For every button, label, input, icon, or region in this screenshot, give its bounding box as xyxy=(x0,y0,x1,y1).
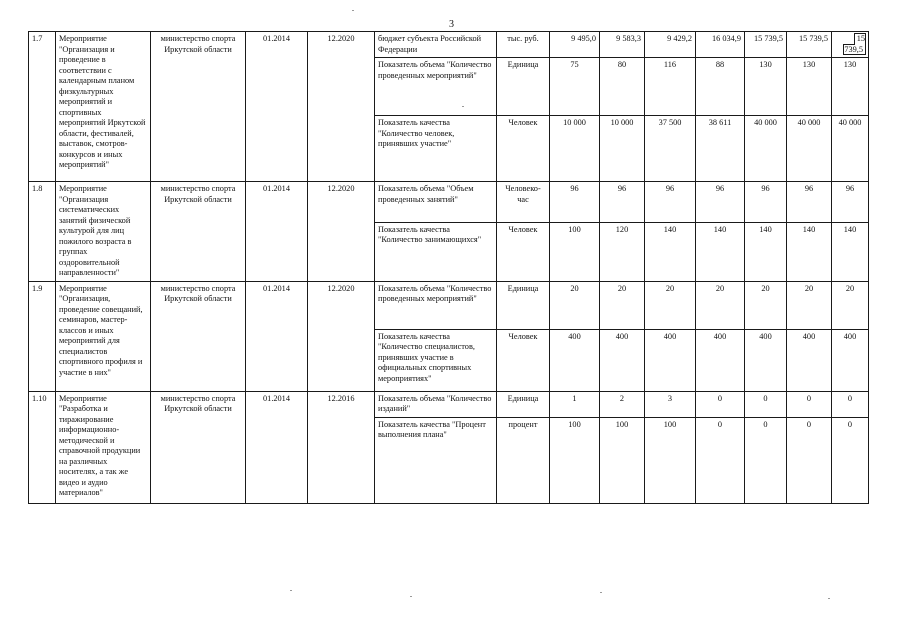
indicator-name: Показатель качества "Количество человек, принявших участие" xyxy=(375,116,497,182)
end-date: 12.2020 xyxy=(308,281,375,391)
indicator-value: 10 000 xyxy=(600,116,645,182)
indicator-value: 140 xyxy=(645,222,696,281)
indicator-value: 0 xyxy=(696,417,745,503)
indicator-value: 400 xyxy=(745,329,787,391)
indicator-value: 0 xyxy=(696,391,745,417)
indicator-unit: Единица xyxy=(497,391,550,417)
indicator-value: 0 xyxy=(787,417,832,503)
indicator-value: 400 xyxy=(787,329,832,391)
indicator-unit: Человек xyxy=(497,329,550,391)
start-date: 01.2014 xyxy=(246,391,308,503)
indicator-value: 0 xyxy=(745,417,787,503)
indicator-name: Показатель объема "Количество изданий" xyxy=(375,391,497,417)
indicator-value: 400 xyxy=(832,329,869,391)
indicator-value: 96 xyxy=(745,182,787,223)
indicator-value: 400 xyxy=(696,329,745,391)
indicator-name: Показатель объема "Объем проведенных занятий" xyxy=(375,182,497,223)
indicator-value: 96 xyxy=(600,182,645,223)
indicator-value: 15 739,5 xyxy=(787,32,832,58)
indicator-unit: Единица xyxy=(497,58,550,116)
indicator-value: 96 xyxy=(645,182,696,223)
indicator-value: 100 xyxy=(550,222,600,281)
indicator-name: бюджет субъекта Российской Федерации xyxy=(375,32,497,58)
indicator-value: 140 xyxy=(745,222,787,281)
indicator-unit: процент xyxy=(497,417,550,503)
row-number: 1.7 xyxy=(29,32,56,182)
indicator-value: 0 xyxy=(745,391,787,417)
indicator-value: 96 xyxy=(832,182,869,223)
indicator-value: 10 000 xyxy=(550,116,600,182)
indicator-value: 38 611 xyxy=(696,116,745,182)
indicator-unit: Единица xyxy=(497,281,550,329)
executor: министерство спорта Иркутской области xyxy=(151,32,246,182)
indicator-unit: тыс. руб. xyxy=(497,32,550,58)
indicator-value: 100 xyxy=(645,417,696,503)
indicator-value: 0 xyxy=(787,391,832,417)
row-number: 1.8 xyxy=(29,182,56,282)
event-description: Мероприятие "Разработка и тиражирование информационно-методической и справочной продукции на различных носителях, а так же видео и аудио материалов" xyxy=(56,391,151,503)
row-number: 1.9 xyxy=(29,281,56,391)
scan-speck xyxy=(290,590,292,591)
scan-speck xyxy=(462,106,464,107)
indicator-value: 15 739,5 xyxy=(745,32,787,58)
indicator-value: 140 xyxy=(832,222,869,281)
indicator-unit: Человеко-час xyxy=(497,182,550,223)
indicator-value: 75 xyxy=(550,58,600,116)
indicator-value: 37 500 xyxy=(645,116,696,182)
indicator-value: 400 xyxy=(645,329,696,391)
end-date: 12.2020 xyxy=(308,182,375,282)
start-date: 01.2014 xyxy=(246,281,308,391)
table-row xyxy=(29,391,869,417)
indicator-value: 40 000 xyxy=(745,116,787,182)
indicator-value: 20 xyxy=(832,281,869,329)
scan-speck xyxy=(410,596,412,597)
indicator-value: 130 xyxy=(745,58,787,116)
indicator-value: 80 xyxy=(600,58,645,116)
indicator-value: 140 xyxy=(696,222,745,281)
indicator-value: 9 495,0 xyxy=(550,32,600,58)
indicator-value-boxed xyxy=(832,32,869,58)
indicator-value: 96 xyxy=(696,182,745,223)
indicator-name: Показатель объема "Количество проведенных мероприятий" xyxy=(375,281,497,329)
scan-speck xyxy=(600,592,602,593)
start-date: 01.2014 xyxy=(246,182,308,282)
indicator-value: 1 xyxy=(550,391,600,417)
end-date: 12.2020 xyxy=(308,32,375,182)
indicator-value: 40 000 xyxy=(832,116,869,182)
indicator-value: 0 xyxy=(832,417,869,503)
indicator-value: 16 034,9 xyxy=(696,32,745,58)
indicator-value: 40 000 xyxy=(787,116,832,182)
indicator-name: Показатель качества "Количество занимающихся" xyxy=(375,222,497,281)
indicator-value: 116 xyxy=(645,58,696,116)
table-row xyxy=(29,32,869,58)
table-row xyxy=(29,281,869,329)
indicator-value: 15 739,5 xyxy=(844,34,865,54)
executor: министерство спорта Иркутской области xyxy=(151,182,246,282)
start-date: 01.2014 xyxy=(246,32,308,182)
indicator-name: Показатель качества "Количество специалистов, принявших участие в официальных спортивных мероприятиях" xyxy=(375,329,497,391)
indicator-value: 9 583,3 xyxy=(600,32,645,58)
indicator-value: 20 xyxy=(696,281,745,329)
indicator-value: 20 xyxy=(787,281,832,329)
program-activities-table xyxy=(28,31,869,504)
indicator-value: 400 xyxy=(600,329,645,391)
indicator-value: 88 xyxy=(696,58,745,116)
table-row xyxy=(29,182,869,223)
indicator-value: 20 xyxy=(600,281,645,329)
indicator-value: 2 xyxy=(600,391,645,417)
indicator-name: Показатель объема "Количество проведенных мероприятий" xyxy=(375,58,497,116)
indicator-value: 120 xyxy=(600,222,645,281)
indicator-value: 130 xyxy=(832,58,869,116)
executor: министерство спорта Иркутской области xyxy=(151,391,246,503)
scan-speck xyxy=(352,10,354,11)
scan-speck xyxy=(828,598,830,599)
indicator-unit: Человек xyxy=(497,222,550,281)
indicator-value: 96 xyxy=(550,182,600,223)
page-number: 3 xyxy=(449,19,454,30)
executor: министерство спорта Иркутской области xyxy=(151,281,246,391)
indicator-value: 20 xyxy=(745,281,787,329)
indicator-value: 100 xyxy=(600,417,645,503)
indicator-value: 130 xyxy=(787,58,832,116)
end-date: 12.2016 xyxy=(308,391,375,503)
indicator-name: Показатель качества "Процент выполнения плана" xyxy=(375,417,497,503)
indicator-value: 0 xyxy=(832,391,869,417)
event-description: Мероприятие "Организация и проведение в соответствии с календарным планом физкультурных мероприятий и спортивных мероприятий Иркутской области, фестивалей, выставок, смотров-конкурсов и иных мероприятий" xyxy=(56,32,151,182)
event-description: Мероприятие "Организация, проведение совещаний, семинаров, мастер-классов и иных мероприятий для специалистов спортивного профиля и участие в них" xyxy=(56,281,151,391)
indicator-value: 96 xyxy=(787,182,832,223)
indicator-value: 400 xyxy=(550,329,600,391)
row-number: 1.10 xyxy=(29,391,56,503)
event-description: Мероприятие "Организация систематических занятий физической культурой для лиц пожилого возраста в группах оздоровительной направленности" xyxy=(56,182,151,282)
indicator-value: 20 xyxy=(550,281,600,329)
indicator-value: 100 xyxy=(550,417,600,503)
indicator-value: 20 xyxy=(645,281,696,329)
indicator-value: 3 xyxy=(645,391,696,417)
indicator-unit: Человек xyxy=(497,116,550,182)
indicator-value: 9 429,2 xyxy=(645,32,696,58)
indicator-value: 140 xyxy=(787,222,832,281)
